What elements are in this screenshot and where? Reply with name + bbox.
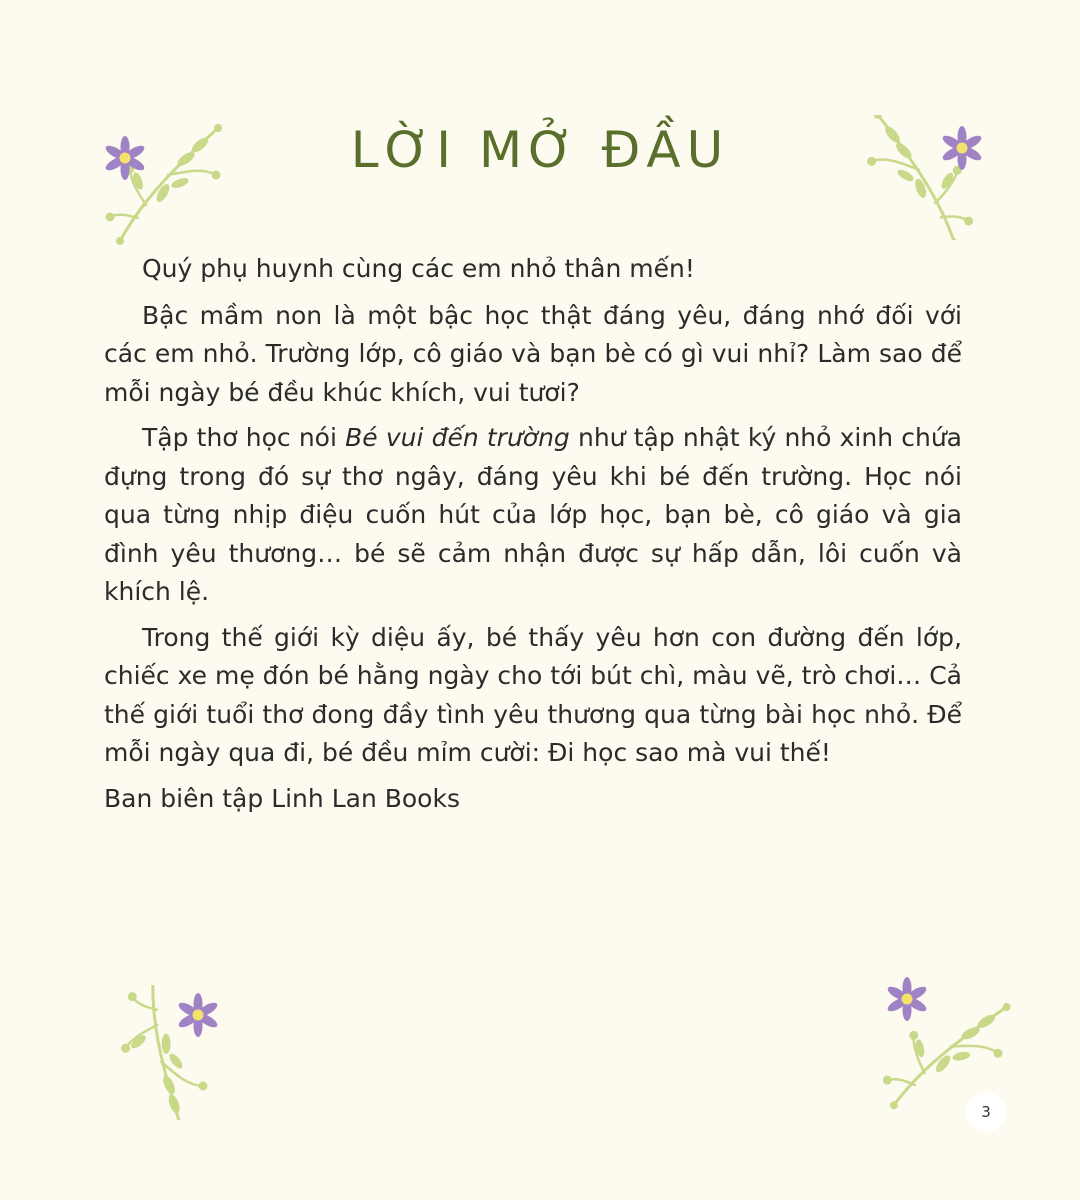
book-title: Bé vui đến trường — [345, 423, 570, 452]
paragraph — [104, 419, 962, 612]
paragraph-text: Tập thơ học nói — [142, 423, 346, 452]
page-title: LỜI MỞ ĐẦU — [350, 121, 730, 179]
preface-body — [104, 250, 962, 825]
flower-sprig-icon — [98, 985, 228, 1120]
greeting: Quý phụ huynh cùng các em nhỏ thân mến! — [142, 254, 695, 283]
paragraph: Trong thế giới kỳ diệu ấy, bé thấy yêu hơn con đường đến lớp, chiếc xe mẹ đón bé hằng ngày cho tới bút chì, màu vẽ, trò chơi… Cả thế giới tuổi thơ đong đầy tình yêu thương qua từng bài học nhỏ. Để mỗi ngày qua đi, bé đều mỉm cười: Đi học sao mà vui thế! — [104, 622, 962, 767]
page-number: 3 — [966, 1092, 1006, 1132]
paragraph-text: như tập nhật ký nhỏ xinh chứa đựng trong đó sự thơ ngây, đáng yêu khi bé đến trường. Học nói qua từng nhịp điệu cuốn hút của lớp học, bạn bè, cô giáo và gia đình yêu thương… bé sẽ cảm nhận được sự hấp dẫn, lôi cuốn và khích lệ. — [104, 423, 962, 606]
paragraph: Bậc mầm non là một bậc học thật đáng yêu, đáng nhớ đối với các em nhỏ. Trường lớp, cô giáo và bạn bè có gì vui nhỉ? Làm sao để mỗi ngày bé đều khúc khích, vui tươi? — [104, 300, 962, 407]
signature: Ban biên tập Linh Lan Books — [104, 783, 460, 813]
